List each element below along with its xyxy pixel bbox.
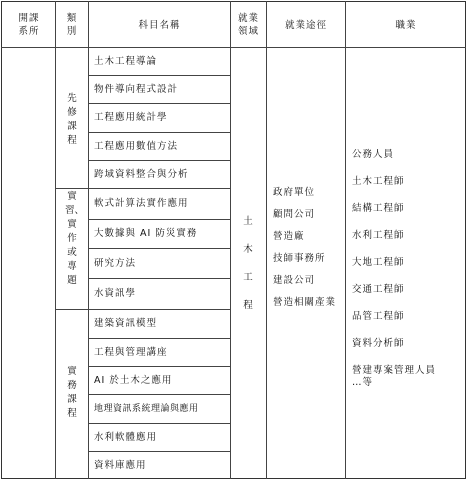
category-prerequisite: 先修課程: [67, 93, 77, 146]
job-item: 公務人員: [352, 149, 395, 160]
path-item: 政府單位: [273, 187, 316, 198]
course-item: 研究方法: [94, 257, 137, 269]
category-practice: 實務課程: [67, 366, 77, 419]
job-item: …等: [352, 377, 374, 388]
path-item: 營造廠: [273, 231, 305, 242]
header-category: 類 別: [66, 13, 78, 37]
course-item: 地理資訊系統理論與應用: [94, 404, 199, 414]
job-item: 結構工程師: [352, 203, 405, 214]
course-item: 工程應用統計學: [94, 112, 168, 123]
job-item: 大地工程師: [352, 257, 405, 268]
course-item: 資料庫應用: [94, 459, 147, 471]
job-list: [352, 146, 436, 388]
job-item: 交通工程師: [352, 284, 405, 295]
path-item: 營造相關產業: [273, 297, 337, 308]
header-course-name: 科目名稱: [138, 19, 181, 31]
course-item: 土木工程導論: [94, 55, 158, 67]
header-dept: 開課 系所: [18, 13, 40, 37]
category-practicum: 實習、實作或專題: [65, 191, 85, 286]
job-item: 水利工程師: [352, 230, 405, 241]
header-job: 職業: [395, 19, 417, 31]
course-item: 工程與管理講座: [94, 346, 168, 358]
course-item: AI 於土木之應用: [94, 374, 173, 386]
job-item: 品管工程師: [352, 311, 405, 322]
path-item: 技師事務所: [273, 253, 326, 264]
employment-paths: [273, 184, 339, 312]
header-path: 就業途徑: [284, 19, 327, 31]
job-item: 資料分析師: [352, 338, 405, 349]
course-item: 工程應用數值方法: [94, 140, 179, 152]
course-item: 物件導向程式設計: [94, 83, 179, 95]
job-item: 土木工程師: [352, 176, 405, 187]
header-field: 就業 領域: [237, 13, 259, 37]
course-item: 建築資訊模型: [94, 318, 158, 329]
course-item: 跨域資料整合與分析: [94, 168, 189, 180]
path-item: 建設公司: [273, 275, 316, 286]
course-item: 水利軟體應用: [94, 431, 158, 443]
course-item: 水資訊學: [94, 288, 137, 299]
job-item: 營建專案管理人員: [352, 365, 437, 376]
employment-field: 土木工程: [243, 216, 253, 311]
path-item: 顧問公司: [273, 209, 316, 220]
course-item: 大數據與 AI 防災實務: [94, 228, 198, 239]
course-item: 軟式計算法實作應用: [94, 198, 189, 209]
